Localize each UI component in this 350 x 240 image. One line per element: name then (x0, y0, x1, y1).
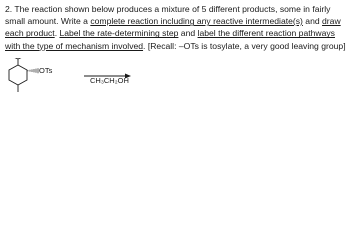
question-number: 2. (5, 4, 13, 14)
question-body-5: . [Recall: –OTs is tosylate, a very good leaving group] (143, 40, 346, 51)
question-body-4: and (178, 28, 198, 39)
leaving-group-label: OTs (39, 66, 53, 75)
question-text (5, 3, 348, 52)
question-body-1: The reaction shown below produces a mixture of 5 different products, some in fairly small amount. Write a (5, 4, 331, 27)
hashed-wedge-bond (28, 68, 38, 73)
question-body-2: and (302, 16, 323, 27)
underlined-instruction-3: Label the rate-determining step (59, 28, 179, 39)
methyl-bond-right (18, 58, 25, 59)
reagent-label: CH₃CH₂OH (90, 76, 129, 85)
underlined-instruction-2: draw each product (5, 16, 341, 39)
underlined-instruction-1: complete reaction including any reactive intermediate(s) (90, 16, 303, 27)
reaction-scheme (0, 58, 350, 105)
methyl-bond-left (11, 58, 18, 59)
question-body-3: . (54, 28, 60, 39)
underlined-instruction-4: label the different reaction pathways with the type of mechanism involved (5, 28, 335, 51)
cyclohexane-ring (9, 65, 27, 85)
